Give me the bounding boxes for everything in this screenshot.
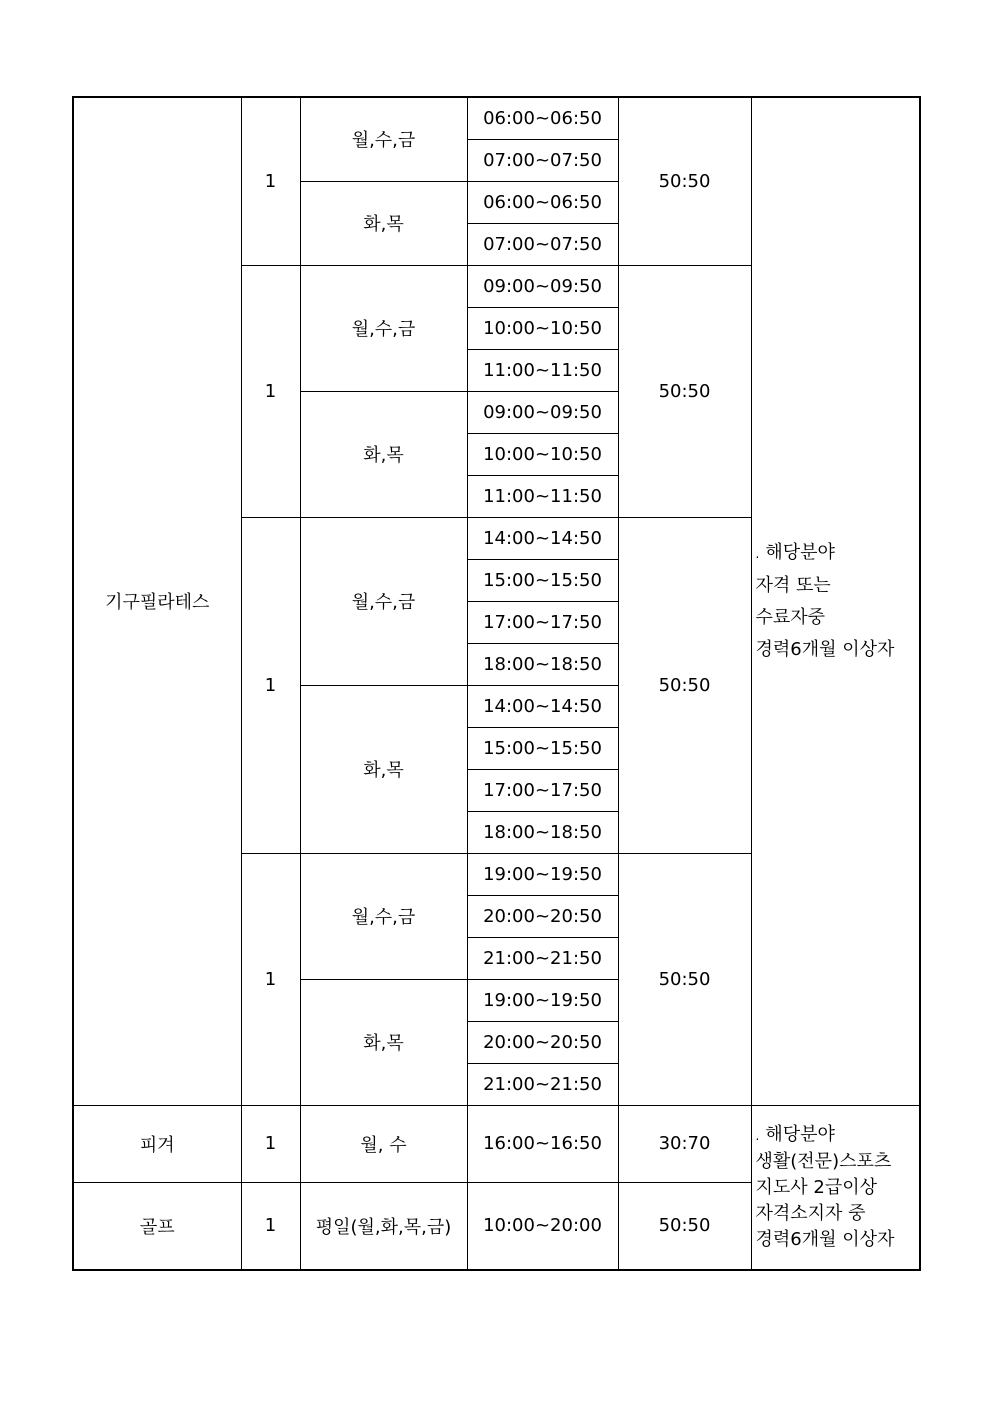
days-cell: 월, 수 (300, 1105, 467, 1182)
requirement-cell (751, 1105, 920, 1270)
category-cell: 기구필라테스 (73, 97, 241, 1105)
time-cell: 07:00~07:50 (467, 139, 618, 181)
ratio-cell: 30:70 (618, 1105, 751, 1182)
time-cell: 14:00~14:50 (467, 685, 618, 727)
time-cell: 19:00~19:50 (467, 979, 618, 1021)
requirement-line: 해당분야 (765, 1123, 835, 1145)
requirement-bullet: . (755, 546, 760, 561)
requirement-line: 자격소지자 중 (755, 1202, 866, 1224)
days-cell: 화,목 (300, 391, 467, 517)
time-cell: 18:00~18:50 (467, 643, 618, 685)
time-cell: 09:00~09:50 (467, 391, 618, 433)
days-cell: 월,수,금 (300, 517, 467, 685)
time-cell: 10:00~10:50 (467, 307, 618, 349)
time-cell: 21:00~21:50 (467, 1063, 618, 1105)
table-row (73, 1105, 920, 1182)
ratio-cell: 50:50 (618, 265, 751, 517)
time-cell: 15:00~15:50 (467, 559, 618, 601)
days-cell: 월,수,금 (300, 853, 467, 979)
time-cell: 11:00~11:50 (467, 475, 618, 517)
days-cell: 화,목 (300, 979, 467, 1105)
count-cell: 1 (241, 97, 300, 265)
category-cell: 피겨 (73, 1105, 241, 1182)
requirement-line: 수료자중 (755, 606, 826, 628)
ratio-cell: 50:50 (618, 97, 751, 265)
count-cell: 1 (241, 265, 300, 517)
time-cell: 15:00~15:50 (467, 727, 618, 769)
time-cell: 21:00~21:50 (467, 937, 618, 979)
time-cell: 19:00~19:50 (467, 853, 618, 895)
days-cell: 화,목 (300, 181, 467, 265)
count-cell: 1 (241, 853, 300, 1105)
requirement-cell (751, 97, 920, 1105)
ratio-cell: 50:50 (618, 853, 751, 1105)
time-cell: 06:00~06:50 (467, 97, 618, 139)
time-cell: 09:00~09:50 (467, 265, 618, 307)
schedule-body (73, 97, 920, 1270)
count-cell: 1 (241, 1105, 300, 1182)
days-cell: 화,목 (300, 685, 467, 853)
requirement-line: 경력6개월 이상자 (755, 1228, 895, 1250)
requirement-line: 자격 또는 (755, 574, 831, 596)
count-cell: 1 (241, 517, 300, 853)
requirement-line: 지도사 2급이상 (755, 1176, 878, 1198)
time-cell: 07:00~07:50 (467, 223, 618, 265)
time-cell: 16:00~16:50 (467, 1105, 618, 1182)
time-cell: 17:00~17:50 (467, 769, 618, 811)
days-cell: 월,수,금 (300, 97, 467, 181)
table-row (73, 97, 920, 139)
time-cell: 06:00~06:50 (467, 181, 618, 223)
days-cell: 월,수,금 (300, 265, 467, 391)
time-cell: 14:00~14:50 (467, 517, 618, 559)
category-cell: 골프 (73, 1182, 241, 1270)
time-cell: 17:00~17:50 (467, 601, 618, 643)
ratio-cell: 50:50 (618, 1182, 751, 1270)
requirement-bullet: . (755, 1128, 760, 1143)
ratio-cell: 50:50 (618, 517, 751, 853)
requirement-line: 해당분야 (765, 541, 835, 563)
requirement-line: 경력6개월 이상자 (755, 638, 895, 660)
time-cell: 18:00~18:50 (467, 811, 618, 853)
time-cell: 20:00~20:50 (467, 895, 618, 937)
time-cell: 11:00~11:50 (467, 349, 618, 391)
count-cell: 1 (241, 1182, 300, 1270)
time-cell: 10:00~10:50 (467, 433, 618, 475)
schedule-table (72, 96, 921, 1271)
requirement-line: 생활(전문)스포츠 (755, 1150, 892, 1172)
days-cell: 평일(월,화,목,금) (300, 1182, 467, 1270)
time-cell: 20:00~20:50 (467, 1021, 618, 1063)
time-cell: 10:00~20:00 (467, 1182, 618, 1270)
